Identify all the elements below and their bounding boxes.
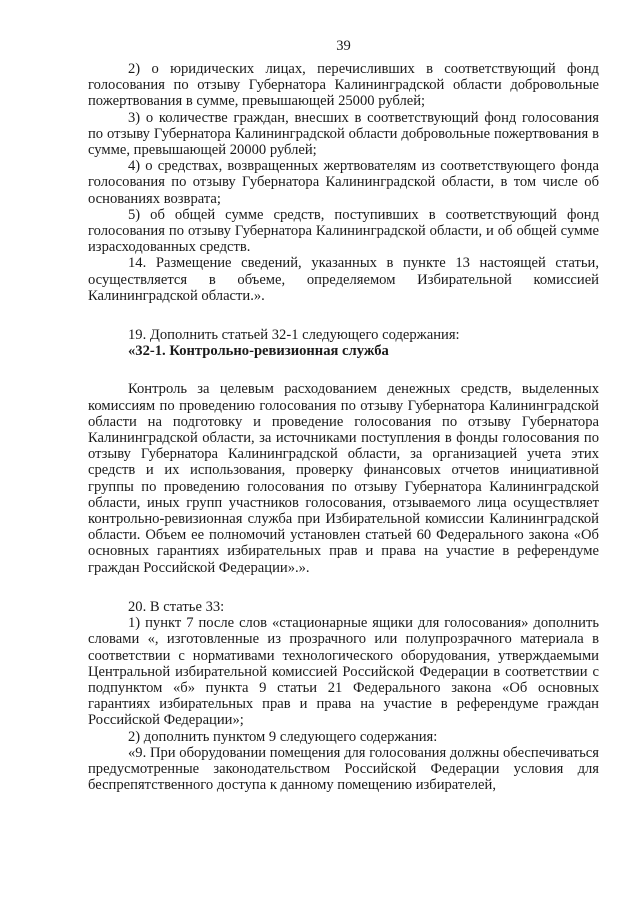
- paragraph-item-2-legal-entities: 2) о юридических лицах, перечисливших в соответствующий фонд голосования по отзыву Губернатора Калининградской области добровольные пожертвования в сумме, превышающей 25000 рублей;: [88, 61, 599, 110]
- paragraph-point-9: «9. При оборудовании помещения для голосования должны обеспечиваться предусмотренные законодательством Российской Федерации условия для беспрепятственного доступа к данному помещению избирателей,: [88, 744, 599, 794]
- paragraph-amendment-20-item-1: 1) пункт 7 после слов «стационарные ящики для голосования» дополнить словами «, изготовленные из прозрачного или полупрозрачного материала в соответствии с нормативами технологического оборудования, утверждаемыми Центральной избирательной комиссией Российской Федерации в соответствии с подпунктом «б» пункта 9 статьи 21 Федерального закона «Об основных гарантиях избирательных прав и права на участие в референдуме граждан Российской Федерации»;: [88, 615, 599, 729]
- paragraph-item-3-citizens-count: 3) о количестве граждан, внесших в соответствующий фонд голосования по отзыву Губернатора Калининградской области добровольные пожертвования в сумме, превышающей 20000 рублей;: [88, 109, 599, 159]
- document-page: [88, 38, 599, 793]
- paragraph-amendment-20-item-2: 2) дополнить пунктом 9 следующего содержания:: [128, 728, 438, 745]
- paragraph-amendment-19: 19. Дополнить статьей 32-1 следующего содержания:: [128, 327, 460, 344]
- article-32-1-heading: «32-1. Контрольно-ревизионная служба: [128, 343, 389, 360]
- paragraph-item-4-returned-funds: 4) о средствах, возвращенных жертвователям из соответствующего фонда голосования по отзыву Губернатора Калининградской области, в том числе об основаниях возврата;: [88, 158, 599, 207]
- paragraph-point-14: 14. Размещение сведений, указанных в пункте 13 настоящей статьи, осуществляется в объеме, определяемом Избирательной комиссией Калининградской области.».: [88, 255, 599, 304]
- paragraph-article-32-1-body: Контроль за целевым расходованием денежных средств, выделенных комиссиям по проведению голосования по отзыву Губернатора Калининградской области на подготовку и проведение голосования по отзыву Губернатора Калининградской области, за источниками поступления в фонды голосования по отзыву Губернатора Калининградской области, за организацией учета этих средств и их использования, проверку финансовых отчетов инициативной группы по проведению голосования по отзыву Губернатора Калининградской области, иных групп участников голосования, отзываемого лица осуществляет контрольно-ревизионная служба при Избирательной комиссии Калининградской области. Объем ее полномочий установлен статьей 60 Федерального закона «Об основных гарантиях избирательных прав и права на участие в референдуме граждан Российской Федерации».».: [88, 381, 599, 576]
- paragraph-amendment-20: 20. В статье 33:: [128, 598, 225, 615]
- paragraph-item-5-total-funds: 5) об общей сумме средств, поступивших в соответствующий фонд голосования по отзыву Губернатора Калининградской области, и об общей сумме израсходованных средств.: [88, 206, 599, 256]
- page-number: 39: [336, 38, 351, 54]
